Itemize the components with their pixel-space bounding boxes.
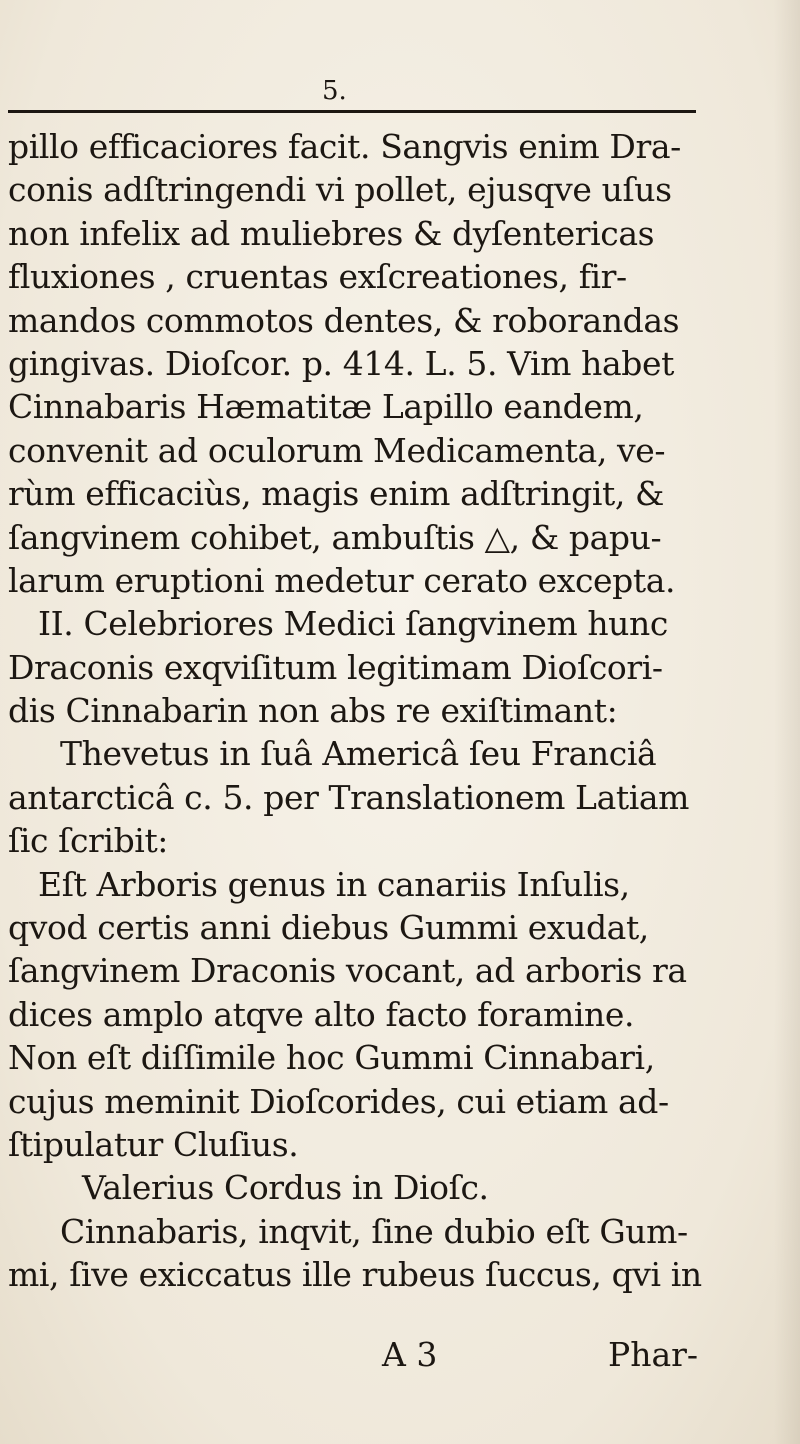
text-line: gingivas. Dioſcor. p. 414. L. 5. Vim habet [8, 343, 674, 383]
text-line: conis adſtringendi vi pollet, ejusqve uſus [8, 170, 672, 210]
text-line: convenit ad oculorum Medicamenta, ve- [8, 430, 666, 470]
text-line: Eſt Arboris genus in canariis Inſulis, [38, 864, 630, 904]
text-line: Thevetus in ſuâ Americâ ſeu Franciâ [60, 734, 657, 774]
body-text [8, 125, 702, 1297]
text-line: qvod certis anni diebus Gummi exudat, [8, 908, 649, 948]
page-footer [0, 1335, 800, 1375]
header-rule [8, 110, 696, 113]
text-line: Cinnabaris, inqvit, ſine dubio eſt Gum- [60, 1211, 688, 1251]
text-line: Cinnabaris Hæmatitæ Lapillo eandem, [8, 387, 644, 427]
text-line: larum eruptioni medetur cerato excepta. [8, 560, 676, 600]
text-line: pillo efficaciores facit. Sangvis enim Dra- [8, 127, 681, 166]
text-line: mandos commotos dentes, & roborandas [8, 300, 680, 340]
text-line: dices amplo atqve alto facto foramine. [8, 994, 635, 1034]
text-line: Non eſt diſſimile hoc Gummi Cinnabari, [8, 1038, 655, 1078]
text-line: mi, ſive exiccatus ille rubeus ſuccus, qvi in [8, 1255, 702, 1295]
page-number: 5. [322, 76, 347, 106]
text-line: ſangvinem cohibet, ambuſtis △, & papu- [8, 517, 662, 557]
text-line: non infelix ad muliebres & dyſentericas [8, 213, 655, 253]
catchword: Phar- [608, 1335, 699, 1374]
signature-mark: A 3 [382, 1335, 438, 1374]
text-line: ſic ſcribit: [8, 821, 169, 861]
text-line: antarcticâ c. 5. per Translationem Latiam [8, 777, 690, 817]
text-line: cujus meminit Dioſcorides, cui etiam ad- [8, 1081, 669, 1121]
text-line: ſtipulatur Cluſius. [8, 1124, 299, 1164]
text-line: fluxiones , cruentas exſcreationes, fir- [8, 257, 627, 297]
text-line: Draconis exqviſitum legitimam Dioſcori- [8, 647, 663, 687]
text-line: dis Cinnabarin non abs re exiſtimant: [8, 691, 618, 731]
text-line: Valerius Cordus in Dioſc. [82, 1168, 489, 1208]
text-line: rùm efficaciùs, magis enim adſtringit, & [8, 474, 665, 514]
page-edge-shadow [774, 0, 800, 1444]
text-line: ſangvinem Draconis vocant, ad arboris ra [8, 951, 687, 991]
text-line: II. Celebriores Medici ſangvinem hunc [38, 604, 668, 644]
